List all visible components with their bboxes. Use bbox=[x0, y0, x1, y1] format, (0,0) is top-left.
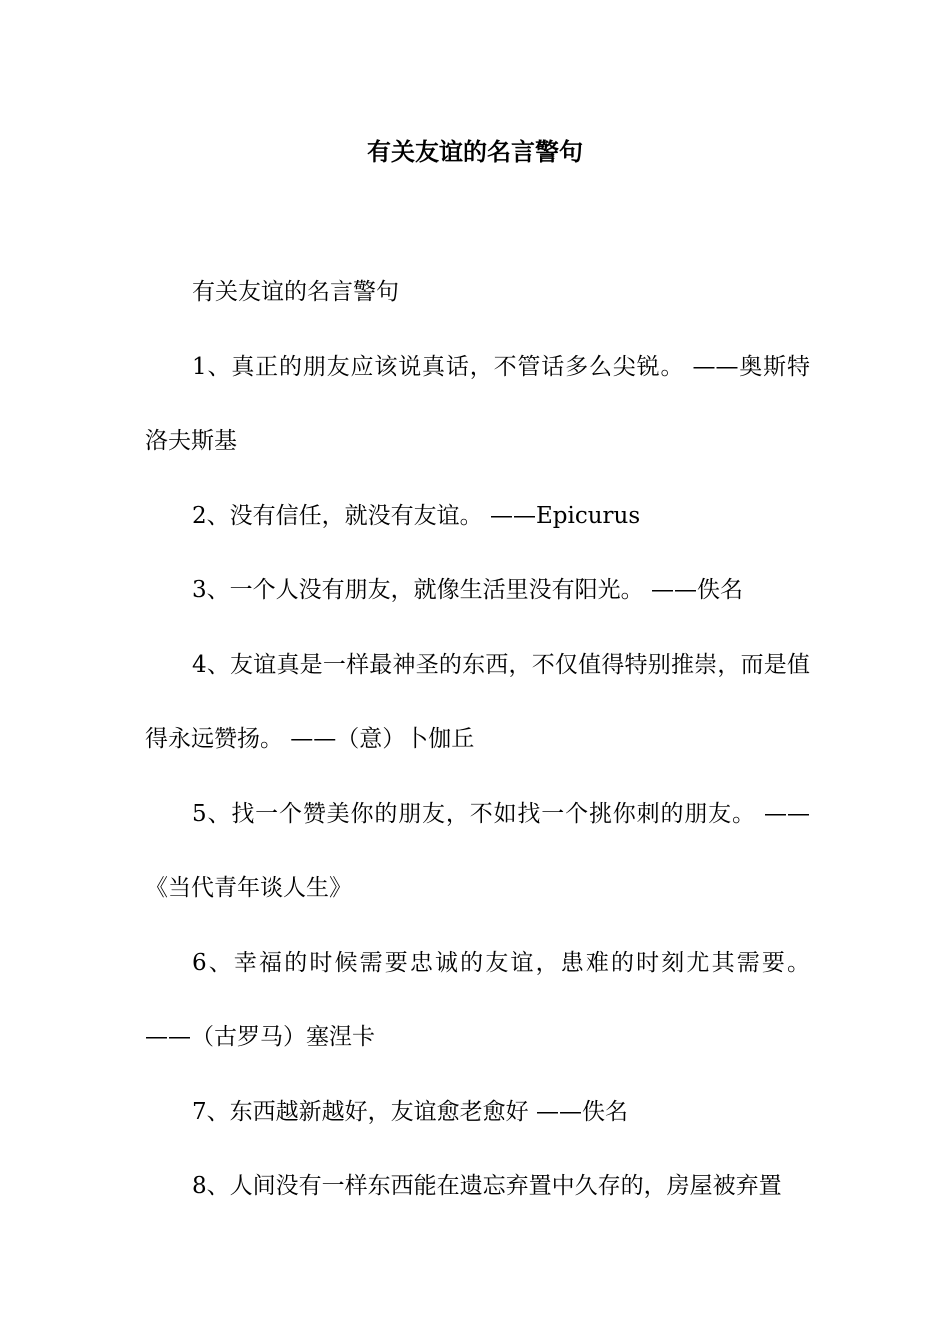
body-heading-paragraph: 有关友谊的名言警句 bbox=[192, 279, 399, 305]
quote-paragraph-7: 7、东西越新越好，友谊愈老愈好 ——佚名 bbox=[192, 1098, 628, 1125]
quote-paragraph-3: 3、一个人没有朋友，就像生活里没有阳光。 ——佚名 bbox=[192, 577, 743, 603]
quote-paragraph-1: 1、真正的朋友应该说真话，不管话多么尖锐。 ——奥斯特洛夫斯基 bbox=[145, 353, 810, 454]
quote-paragraph-8: 8、人间没有一样东西能在遗忘弃置中久存的，房屋被弃置 bbox=[192, 1173, 782, 1199]
document-body bbox=[145, 255, 810, 1224]
quote-paragraph-6: 6、幸福的时候需要忠诚的友谊，患难的时刻尤其需要。 ——（古罗马）塞涅卡 bbox=[145, 949, 810, 1050]
document-title: 有关友谊的名言警句 bbox=[367, 137, 583, 166]
quote-paragraph-4: 4、友谊真是一样最神圣的东西，不仅值得特别推崇，而是值得永远赞扬。 ——（意）卜伽丘 bbox=[145, 651, 810, 752]
quote-paragraph-5: 5、找一个赞美你的朋友，不如找一个挑你刺的朋友。 ——《当代青年谈人生》 bbox=[145, 800, 810, 901]
quote-paragraph-2: 2、没有信任，就没有友谊。 ——Epicurus bbox=[192, 502, 641, 529]
